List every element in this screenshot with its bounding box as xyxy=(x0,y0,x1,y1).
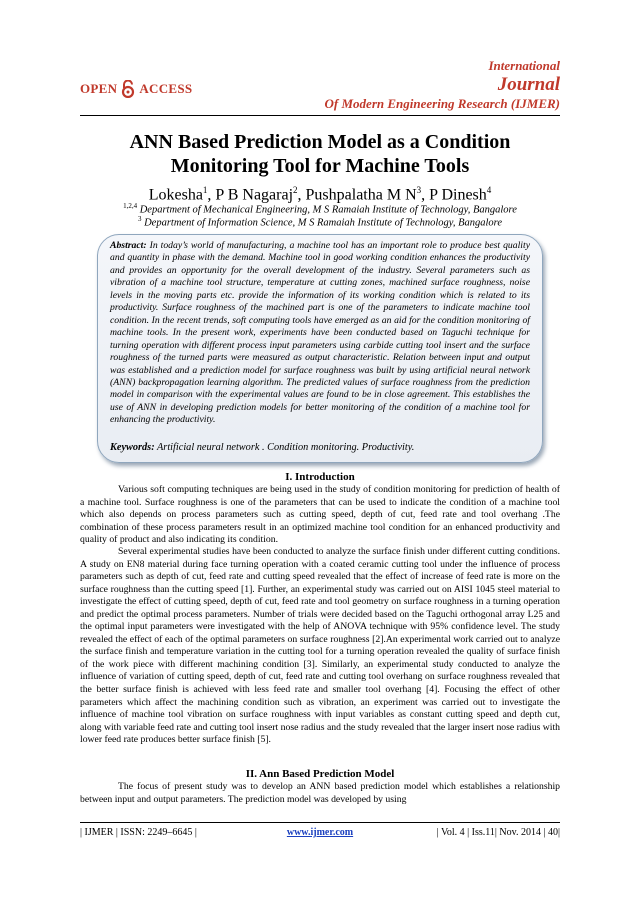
intro-paragraph-2: Several experimental studies have been conducted to analyze the surface finish under different cutting conditions. A study on EN8 material during face turning operation with a coated ceramic cutting tool under the influence of process parameters such as depth of cut, feed rate and cutting speed revealed that the effect of increase of feed rate is more on the surface roughness than the cutting speed [1]. Further, an experimental study was carried out on AISI 1045 steel material to investigate the effect of cutting speed, depth of cut, feed rate and tool geometry on surface roughness in a turning operation and predict the optimal process parameters. Number of trials were decided based on the Taguchi orthogonal array L25 and the optimal input parameters were investigated with the help of ANOVA technique with 95% confidence level. The study revealed the effect of each of the optimal parameters on surface roughness [2].An experimental work carried out to analyze the surface finish and temperature variation in the cutting tool for a turning operation revealed the quality of surface finish of the work piece with different machining condition [3]. Similarly, an experimental study conducted to analyze the influence of variation of cutting speed, depth of cut, feed rate and cutting tool overhang on surface roughness revealed that the better surface finish is achieved with less feed rate and smaller tool overhang [4]. Focusing the effect of other parameters which affect the machining condition such as vibration, an experiment was carried out to investigate the influence of machine tool vibration on surface roughness with input variables as constant cutting speed and depth cut, along with variable feed rate and cutting tool insert nose radius and the study revealed that the larger insert nose radius with lower feed rate produces better surface finish [5]. xyxy=(80,546,560,746)
author-sup: 3 xyxy=(416,185,422,195)
affiliation-2 xyxy=(80,213,560,230)
journal-header xyxy=(80,58,560,114)
author-sup: 4 xyxy=(486,185,492,195)
open-lock-icon xyxy=(121,80,135,98)
author-list: Lokesha$^1$, P B Nagaraj$^2$, Pushpalatha M $N^3$, P Dinesh$^4$ xyxy=(148,185,492,204)
affiliation-text: Department of Mechanical Engineering, M S Ramaiah Institute of Technology, Bangalore xyxy=(139,204,517,216)
abstract-label: Abstract: xyxy=(110,240,147,251)
author-name: P Dinesh xyxy=(429,186,487,204)
open-access-logo xyxy=(80,80,192,98)
keywords-text: Artificial neural network . Condition monitoring. Productivity. xyxy=(157,442,415,453)
footer-volume-page: | Vol. 4 | Iss.11| Nov. 2014 | 40| xyxy=(436,827,560,838)
intro-paragraph-1: Various soft computing techniques are being used in the study of condition monitoring for prediction of health of a machine tool. Surface roughness is one of the parameters that can be used to indicate the condition of a machine tool which also depends on process parameters such as cutting speed, depth of cut, feed rate and tool overhang .The combination of these process parameters result in an optimized machine tool condition for an enhanced productivity and quality of product and also indicating its condition. xyxy=(80,484,560,546)
author-sup: 2 xyxy=(293,185,298,195)
footer-issn: | IJMER | ISSN: 2249–6645 | xyxy=(80,827,197,838)
section-heading-prediction-model: II. Ann Based Prediction Model xyxy=(245,768,395,780)
header-divider xyxy=(80,115,560,116)
access-label: ACCESS xyxy=(139,81,193,96)
footer-divider xyxy=(80,822,560,823)
journal-line-subtitle: Of Modern Engineering Research (IJMER) xyxy=(324,96,560,111)
footer-website-link[interactable]: www.ijmer.com xyxy=(286,827,354,838)
section-heading-introduction: I. Introduction xyxy=(285,471,355,483)
journal-name xyxy=(325,58,560,112)
abstract-body: In today’s world of manufacturing, a machine tool has an important role to produce best quality and quantity in phase with the demand. Machine tool in good working condition enhances the productivity and provides an opportunity for the overall development of the industry. Several parameters such as vibration of a machine tool structure, temperature at cutting zones, machined surface roughness, noise levels in the moving parts etc. provide the information of its working condition which is related to its productivity. Surface roughness of the machined part is one of the parameters to indicate machine tool condition. In the recent trends, soft computing tools have emerged as an aid for the condition monitoring of machine tools. In the present work, experiments have been conducted based on Taguchi technique for turning operation with different process input parameters using carbide cutting tool insert and the surface roughness of the turned parts were measured as output characteristic. Relation between input and output was established and a prediction model for surface roughness was built by using artificial neural network (ANN) backpropagation learning algorithm. The predicted values of surface roughness from the prediction model in comparison with the experimental values are found to be in close agreement. This establishes the use of ANN in developing prediction models for better monitoring of the condition of a machine tool for enhancing the productivity. xyxy=(110,240,530,426)
page-footer xyxy=(80,826,560,840)
author-name: P B Nagaraj xyxy=(215,186,294,204)
keywords-label: Keywords: xyxy=(110,442,155,453)
paper-title: ANN Based Prediction Model as a Condition Monitoring Tool for Machine Tools xyxy=(129,131,511,177)
open-label: OPEN xyxy=(80,81,118,96)
author-sup: 1 xyxy=(202,185,208,195)
journal-line-journal: Journal xyxy=(497,74,560,95)
author-name: Lokesha xyxy=(148,186,203,204)
affiliation-text: Department of Information Science, M S Ramaiah Institute of Technology, Bangalore xyxy=(144,217,503,229)
section2-paragraph: The focus of present study was to develop an ANN based prediction model which establishes a relationship between input and output parameters. The prediction model was developed by using xyxy=(80,781,560,805)
affiliation-sup: 1,2,4 xyxy=(123,202,138,210)
keywords xyxy=(110,441,530,454)
affiliation-sup: 3 xyxy=(137,215,142,223)
abstract xyxy=(110,240,530,427)
author-name: Pushpalatha M N xyxy=(305,186,417,204)
journal-line-international: International xyxy=(488,58,560,73)
